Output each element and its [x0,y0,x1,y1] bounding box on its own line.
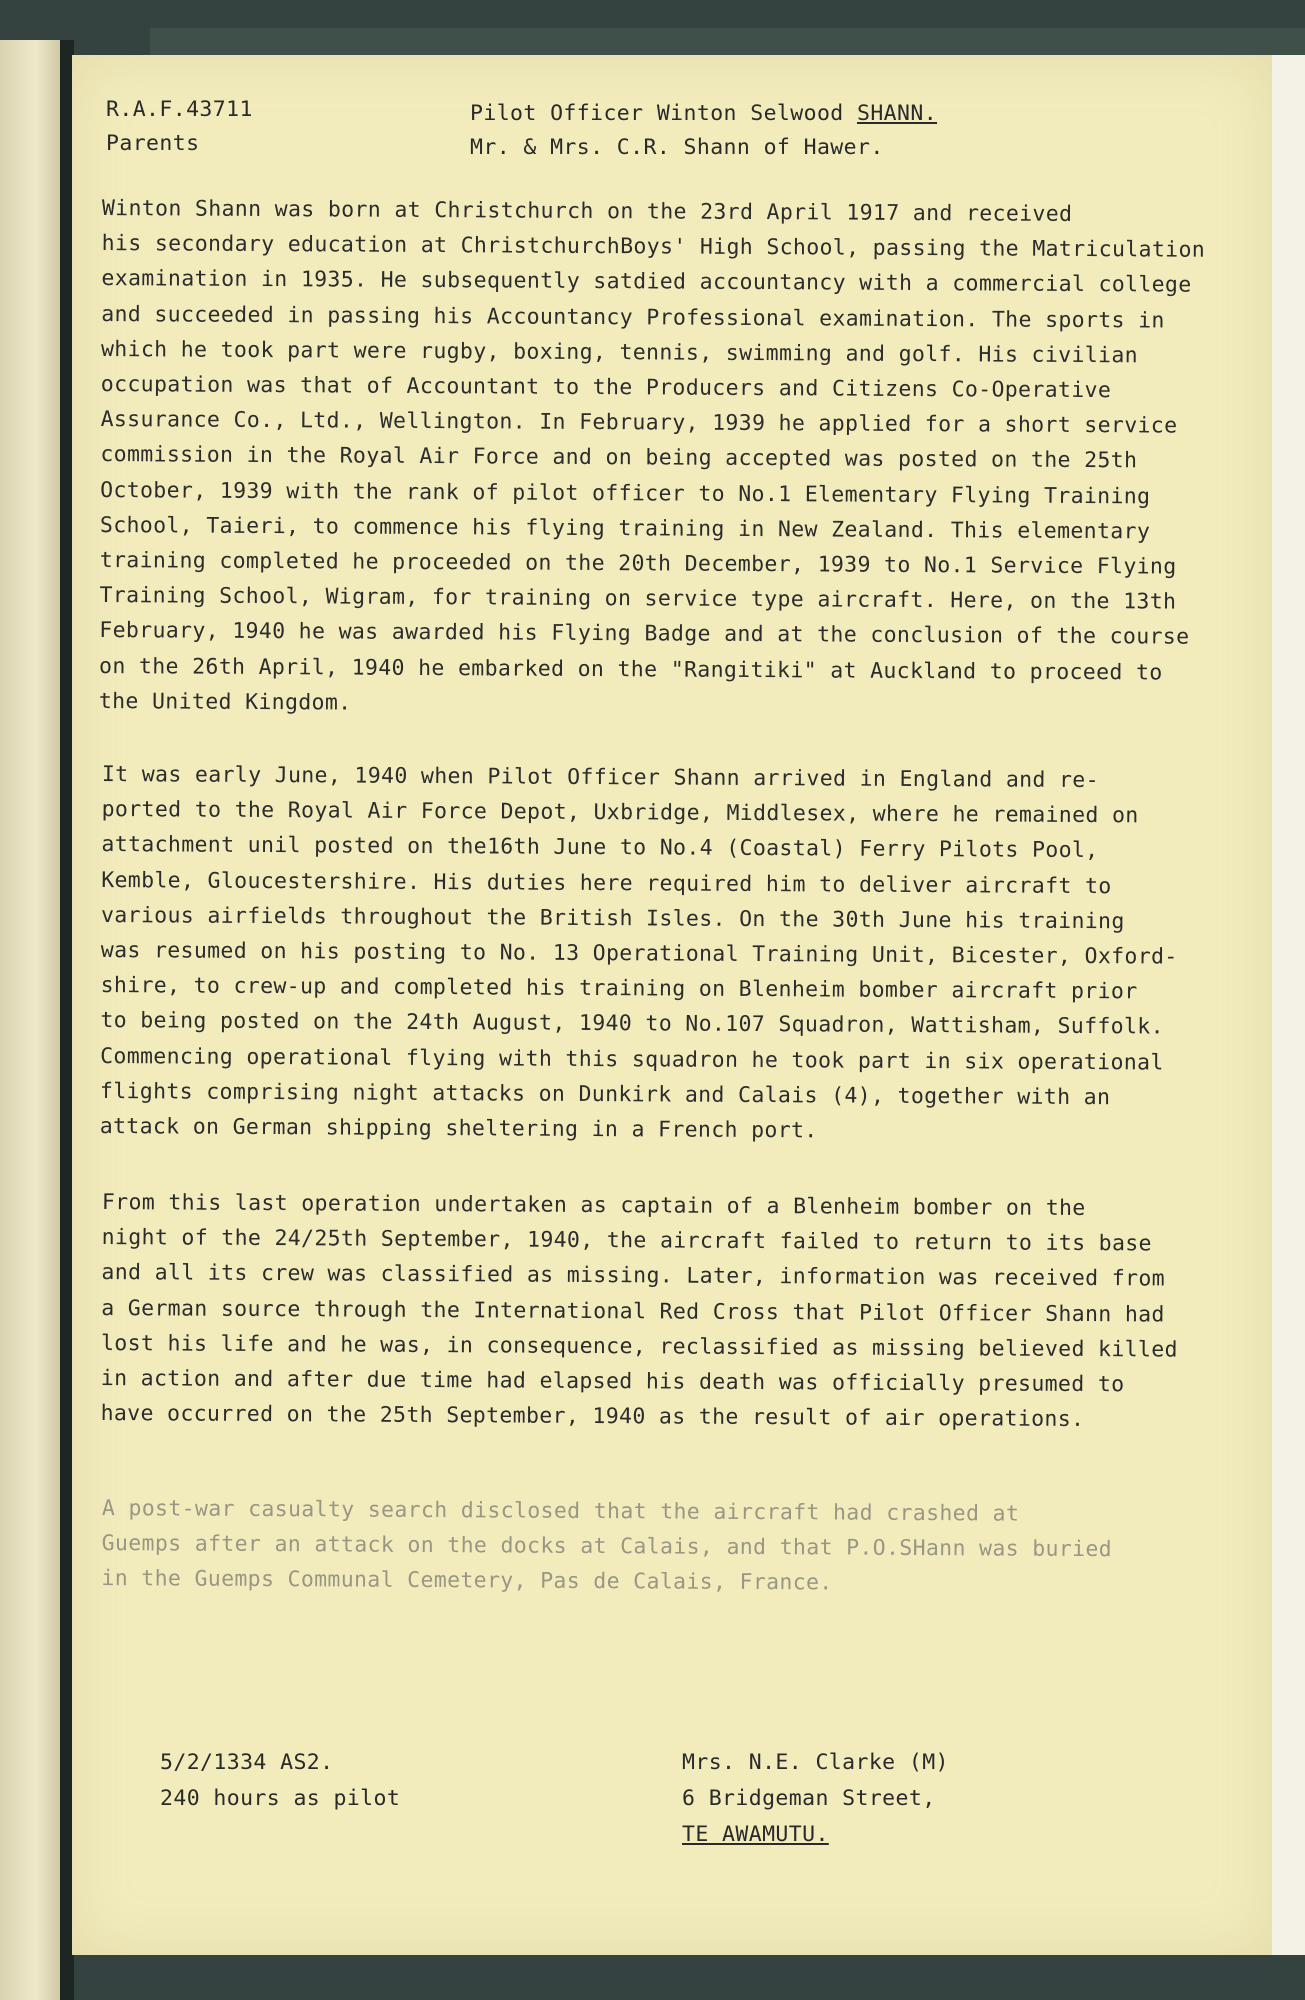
text-line: Kemble, Gloucestershire. His duties here required him to deliver aircraft to [101,867,1112,899]
text-line: the United Kingdom. [98,688,352,716]
text-line: shire, to crew-up and completed his training on Blenheim bomber aircraft prior [100,973,1138,1005]
contact-street: 6 Bridgeman Street, [682,1786,936,1811]
text-line: Winton Shann was born at Christchurch on the 23rd April 1917 and received [101,195,1073,227]
text-line: February, 1940 he was awarded his Flying Badge and at the conclusion of the course [99,618,1190,651]
text-line: in action and after due time had elapsed his death was officially presumed to [100,1366,1125,1398]
footer-file-info [160,1745,400,1817]
flying-hours: 240 hours as pilot [160,1786,401,1811]
text-line: his secondary education at ChristchurchBoys' High School, passing the Matriculation [101,231,1206,263]
text-line: Commencing operational flying with this squadron he took part in six operational [100,1043,1164,1076]
text-line: attachment unil posted on the16th June to No.4 (Coastal) Ferry Pilots Pool, [101,832,1099,864]
book-cover-top [150,28,1305,58]
footer-contact-address [682,1745,949,1853]
record-header [470,97,937,165]
text-line: flights comprising night attacks on Dunkirk and Calais (4), together with an [99,1078,1111,1110]
officer-title: Pilot Officer Winton Selwood [470,101,857,126]
paragraph-missing [100,1185,1251,1438]
text-line: attack on German shipping sheltering in a French port. [99,1114,818,1144]
parents-line: Mr. & Mrs. C.R. Shann of Hawer. [470,135,884,160]
text-line: Assurance Co., Ltd., Wellington. In February, 1939 he applied for a short service [100,407,1178,439]
text-line: From this last operation undertaken as captain of a Blenheim bomber on the [101,1189,1086,1222]
record-reference [106,93,253,161]
text-line: which he took part were rugby, boxing, tennis, swimming and golf. His civilian [100,336,1139,369]
text-line: various airfields throughout the British Isles. On the 30th June his training [100,902,1125,935]
text-line: on the 26th April, 1940 he embarked on the "Rangitiki" at Auckland to proceed to [99,653,1163,686]
text-line: to being posted on the 24th August, 1940 to No.107 Squadron, Wattisham, Suffolk. [100,1008,1164,1040]
service-number: R.A.F.43711 [106,97,253,122]
officer-surname: SHANN. [856,101,938,126]
paragraph-england-service [100,757,1252,1151]
text-line: occupation was that of Accountant to the Producers and Citizens Co-Operative [100,372,1112,404]
text-line: ported to the Royal Air Force Depot, Uxbridge, Middlesex, where he remained on [101,797,1139,829]
contact-name: Mrs. N.E. Clarke (M) [682,1750,949,1775]
officer-name-line [470,97,937,131]
text-line: and succeeded in passing his Accountancy Professional examination. The sports in [101,301,1165,334]
text-line: night of the 24/25th September, 1940, the aircraft failed to return to its base [101,1225,1152,1257]
text-line: training completed he proceeded on the 20th December, 1939 to No.1 Service Flying [99,548,1177,580]
contact-town: TE AWAMUTU. [682,1822,829,1847]
document-page [72,55,1272,1955]
text-line: lost his life and he was, in consequence, reclassified as missing believed killed [100,1330,1178,1363]
text-line: was resumed on his posting to No. 13 Operational Training Unit, Bicester, Oxford- [100,938,1178,970]
text-line: examination in 1935. He subsequently satdied accountancy with a commercial college [101,266,1192,299]
text-line: It was early June, 1940 when Pilot Officer Shann arrived in England and re- [101,761,1100,794]
next-of-kin-label: Parents [106,131,200,156]
page-edge-right [1272,55,1305,1955]
text-line: Training School, Wigram, for training on service type aircraft. Here, on the 13th [99,583,1177,615]
text-line: and all its crew was classified as missing. Later, information was received from [101,1260,1166,1292]
text-line: October, 1939 with the rank of pilot officer to No.1 Elementary Flying Training [100,477,1151,510]
text-line: commission in the Royal Air Force and on being accepted was posted on the 25th [100,442,1138,474]
text-line: a German source through the International Red Cross that Pilot Officer Shann had [101,1295,1165,1328]
file-reference: 5/2/1334 AS2. [160,1750,334,1775]
text-line: have occurred on the 25th September, 1940 as the result of air operations. [100,1401,1085,1433]
text-line: School, Taieri, to commence his flying training in New Zealand. This elementary [99,512,1151,545]
facing-page-edge [0,40,60,2000]
text-line: in the Guemps Communal Cemetery, Pas de Calais, France. [101,1566,833,1596]
text-line: A post-war casualty search disclosed that the aircraft had crashed at [101,1495,1020,1527]
paragraph-casualty-search [101,1491,1252,1604]
paragraph-early-life [99,191,1252,726]
text-line: Guemps after an attack on the docks at Calais, and that P.O.SHann was buried [101,1531,1113,1563]
